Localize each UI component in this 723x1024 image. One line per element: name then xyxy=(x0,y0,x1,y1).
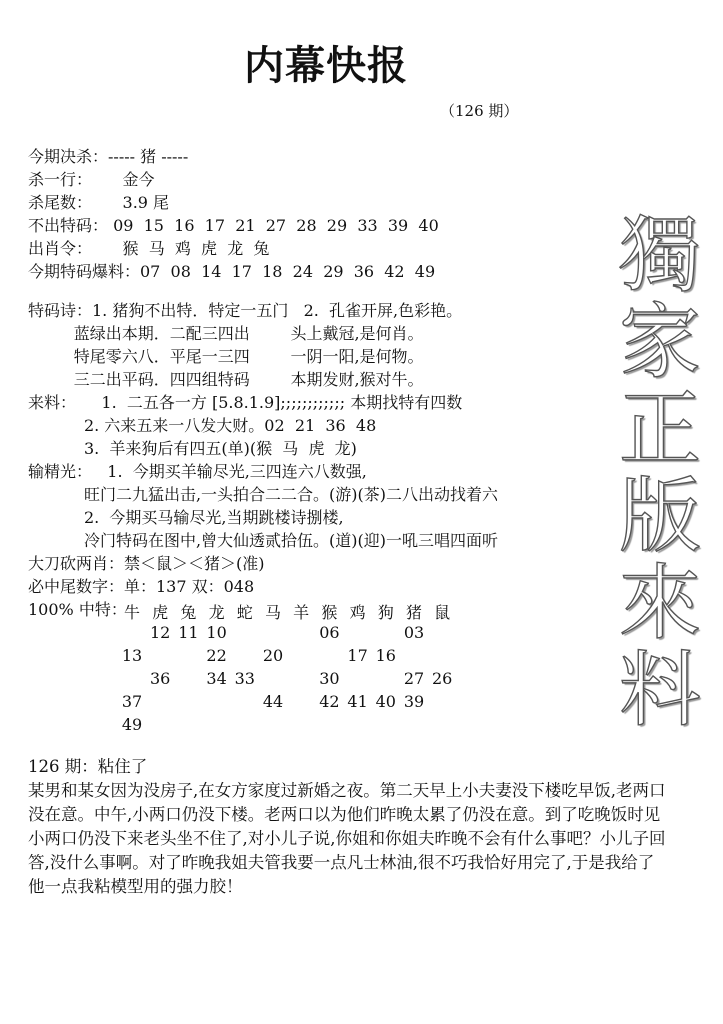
zodiac-header: 龙 xyxy=(208,603,225,622)
source-row: 来料： 1. 二五各一方 [5.8.1.9];;;;;;;;;;;; 本期找特有四数 xyxy=(28,393,463,412)
watermark-char: 料 xyxy=(618,643,701,738)
knife-zodiac: 大刀砍两肖：禁＜鼠＞＜猪＞(准) xyxy=(28,554,265,573)
zodiac-number: 42 xyxy=(319,692,340,711)
zodiac-number: 20 xyxy=(262,646,284,665)
story-body: 某男和某女因为没房子,在女方家度过新婚之夜。第二天早上小夫妻没下楼吃早饭,老两口没在意。中午,小两口仍没下楼。老两口以为他们昨晚太累了仍没在意。到了吃晚饭时见小两口仍没下来老头坐不住了,对小儿子说,你姐和你姐夫昨晚不会有什么事吧？小儿子回答,没什么事啊。对了昨晚我姐夫管我要一点凡士林油,很不巧我恰好用完了,于是我给了他一点我粘模型用的强力胶！ xyxy=(28,781,666,896)
zodiac-header: 狗 xyxy=(377,603,394,622)
zodiac-number: 03 xyxy=(403,623,425,642)
zodiac-number: 39 xyxy=(403,692,425,711)
zodiac-number: 33 xyxy=(234,669,255,688)
lose-row: 2. 今期买马输尽光,当期跳楼诗捌楼, xyxy=(28,508,344,527)
zodiac-number: 06 xyxy=(319,623,340,642)
zodiac-number: 10 xyxy=(206,623,227,642)
source-row: 2. 六来五来一八发大财。02 21 36 48 xyxy=(28,416,377,435)
zodiac-header: 蛇 xyxy=(236,603,253,622)
zodiac-header: 鼠 xyxy=(434,603,451,622)
watermark-char: 來 xyxy=(618,556,701,651)
zodiac-header: 虎 xyxy=(152,603,169,622)
source-row: 3. 羊来狗后有四五(单)(猴 马 虎 龙) xyxy=(28,439,357,458)
poem-row: 三二出平码．四四组特码 本期发财,猴对牛。 xyxy=(28,370,424,389)
zodiac-number: 34 xyxy=(206,669,227,688)
story-title: 126 期：粘住了 xyxy=(28,757,148,776)
zodiac-header: 猴 xyxy=(321,603,338,622)
zodiac-header: 牛 xyxy=(123,603,140,622)
zodiac-number: 16 xyxy=(375,646,396,665)
zodiac-number: 27 xyxy=(403,669,425,688)
zodiac-number: 44 xyxy=(262,692,284,711)
hot-numbers: 今期特码爆料：07 08 14 17 18 24 29 36 42 49 xyxy=(28,262,436,281)
watermark-char: 正 xyxy=(618,382,701,477)
zodiac-header: 马 xyxy=(264,603,281,622)
zodiac-number: 11 xyxy=(178,623,199,642)
zodiac-number: 37 xyxy=(121,692,143,711)
zodiac-number: 40 xyxy=(375,692,396,711)
story xyxy=(28,755,668,899)
zodiac-number: 30 xyxy=(319,669,340,688)
lose-row: 旺门二九猛出击,一头拍合二二合。(游)(茶)二八出动找着六 xyxy=(28,485,499,504)
zodiac-number: 13 xyxy=(121,646,143,665)
zodiac-header: 兔 xyxy=(180,603,197,622)
page-title: 内幕快报 xyxy=(244,43,408,89)
zodiac-header: 羊 xyxy=(293,603,310,622)
watermark-char: 版 xyxy=(618,469,701,564)
zodiac-number: 41 xyxy=(347,692,368,711)
lose-row: 冷门特码在图中,曾大仙透贰拾伍。(道)(迎)一吼三唱四面听 xyxy=(28,531,499,550)
zodiac-number: 12 xyxy=(150,623,171,642)
kill-tail: 杀尾数： 3.9 尾 xyxy=(28,193,170,212)
zodiac-number: 36 xyxy=(150,669,171,688)
kill-row: 杀一行： 金今 xyxy=(28,170,155,189)
watermark xyxy=(612,208,708,738)
tail-numbers: 必中尾数字：单：137 双：048 xyxy=(28,577,255,596)
hundred-label: 100% 中特： xyxy=(28,600,127,619)
watermark-char: 家 xyxy=(618,295,701,390)
zodiac-header: 猪 xyxy=(405,603,422,622)
lose-row: 输精光： 1. 今期买羊输尽光,三四连六八数强, xyxy=(28,462,367,481)
poem-row: 特码诗：1. 猪狗不出特．特定一五门 2. 孔雀开屏,色彩艳。 xyxy=(28,301,463,320)
zodiac-number: 49 xyxy=(121,715,143,734)
zodiac-number: 17 xyxy=(347,646,368,665)
no-special-numbers: 不出特码： 09 15 16 17 21 27 28 29 33 39 40 xyxy=(28,216,439,235)
zodiac-number: 26 xyxy=(432,669,453,688)
poem-row: 蓝绿出本期．二配三四出 头上戴冠,是何肖。 xyxy=(28,324,424,343)
kill-zodiac: 今期决杀：----- 猪 ----- xyxy=(28,147,189,166)
poem-row: 特尾零六八．平尾一三四 一阴一阳,是何物。 xyxy=(28,347,424,366)
issue-number: （126 期） xyxy=(440,102,519,120)
watermark-char: 獨 xyxy=(618,208,701,303)
zodiac-header: 鸡 xyxy=(349,603,366,622)
zodiac-out: 出肖令： 猴 马 鸡 虎 龙 兔 xyxy=(28,239,270,258)
zodiac-number: 22 xyxy=(206,646,227,665)
